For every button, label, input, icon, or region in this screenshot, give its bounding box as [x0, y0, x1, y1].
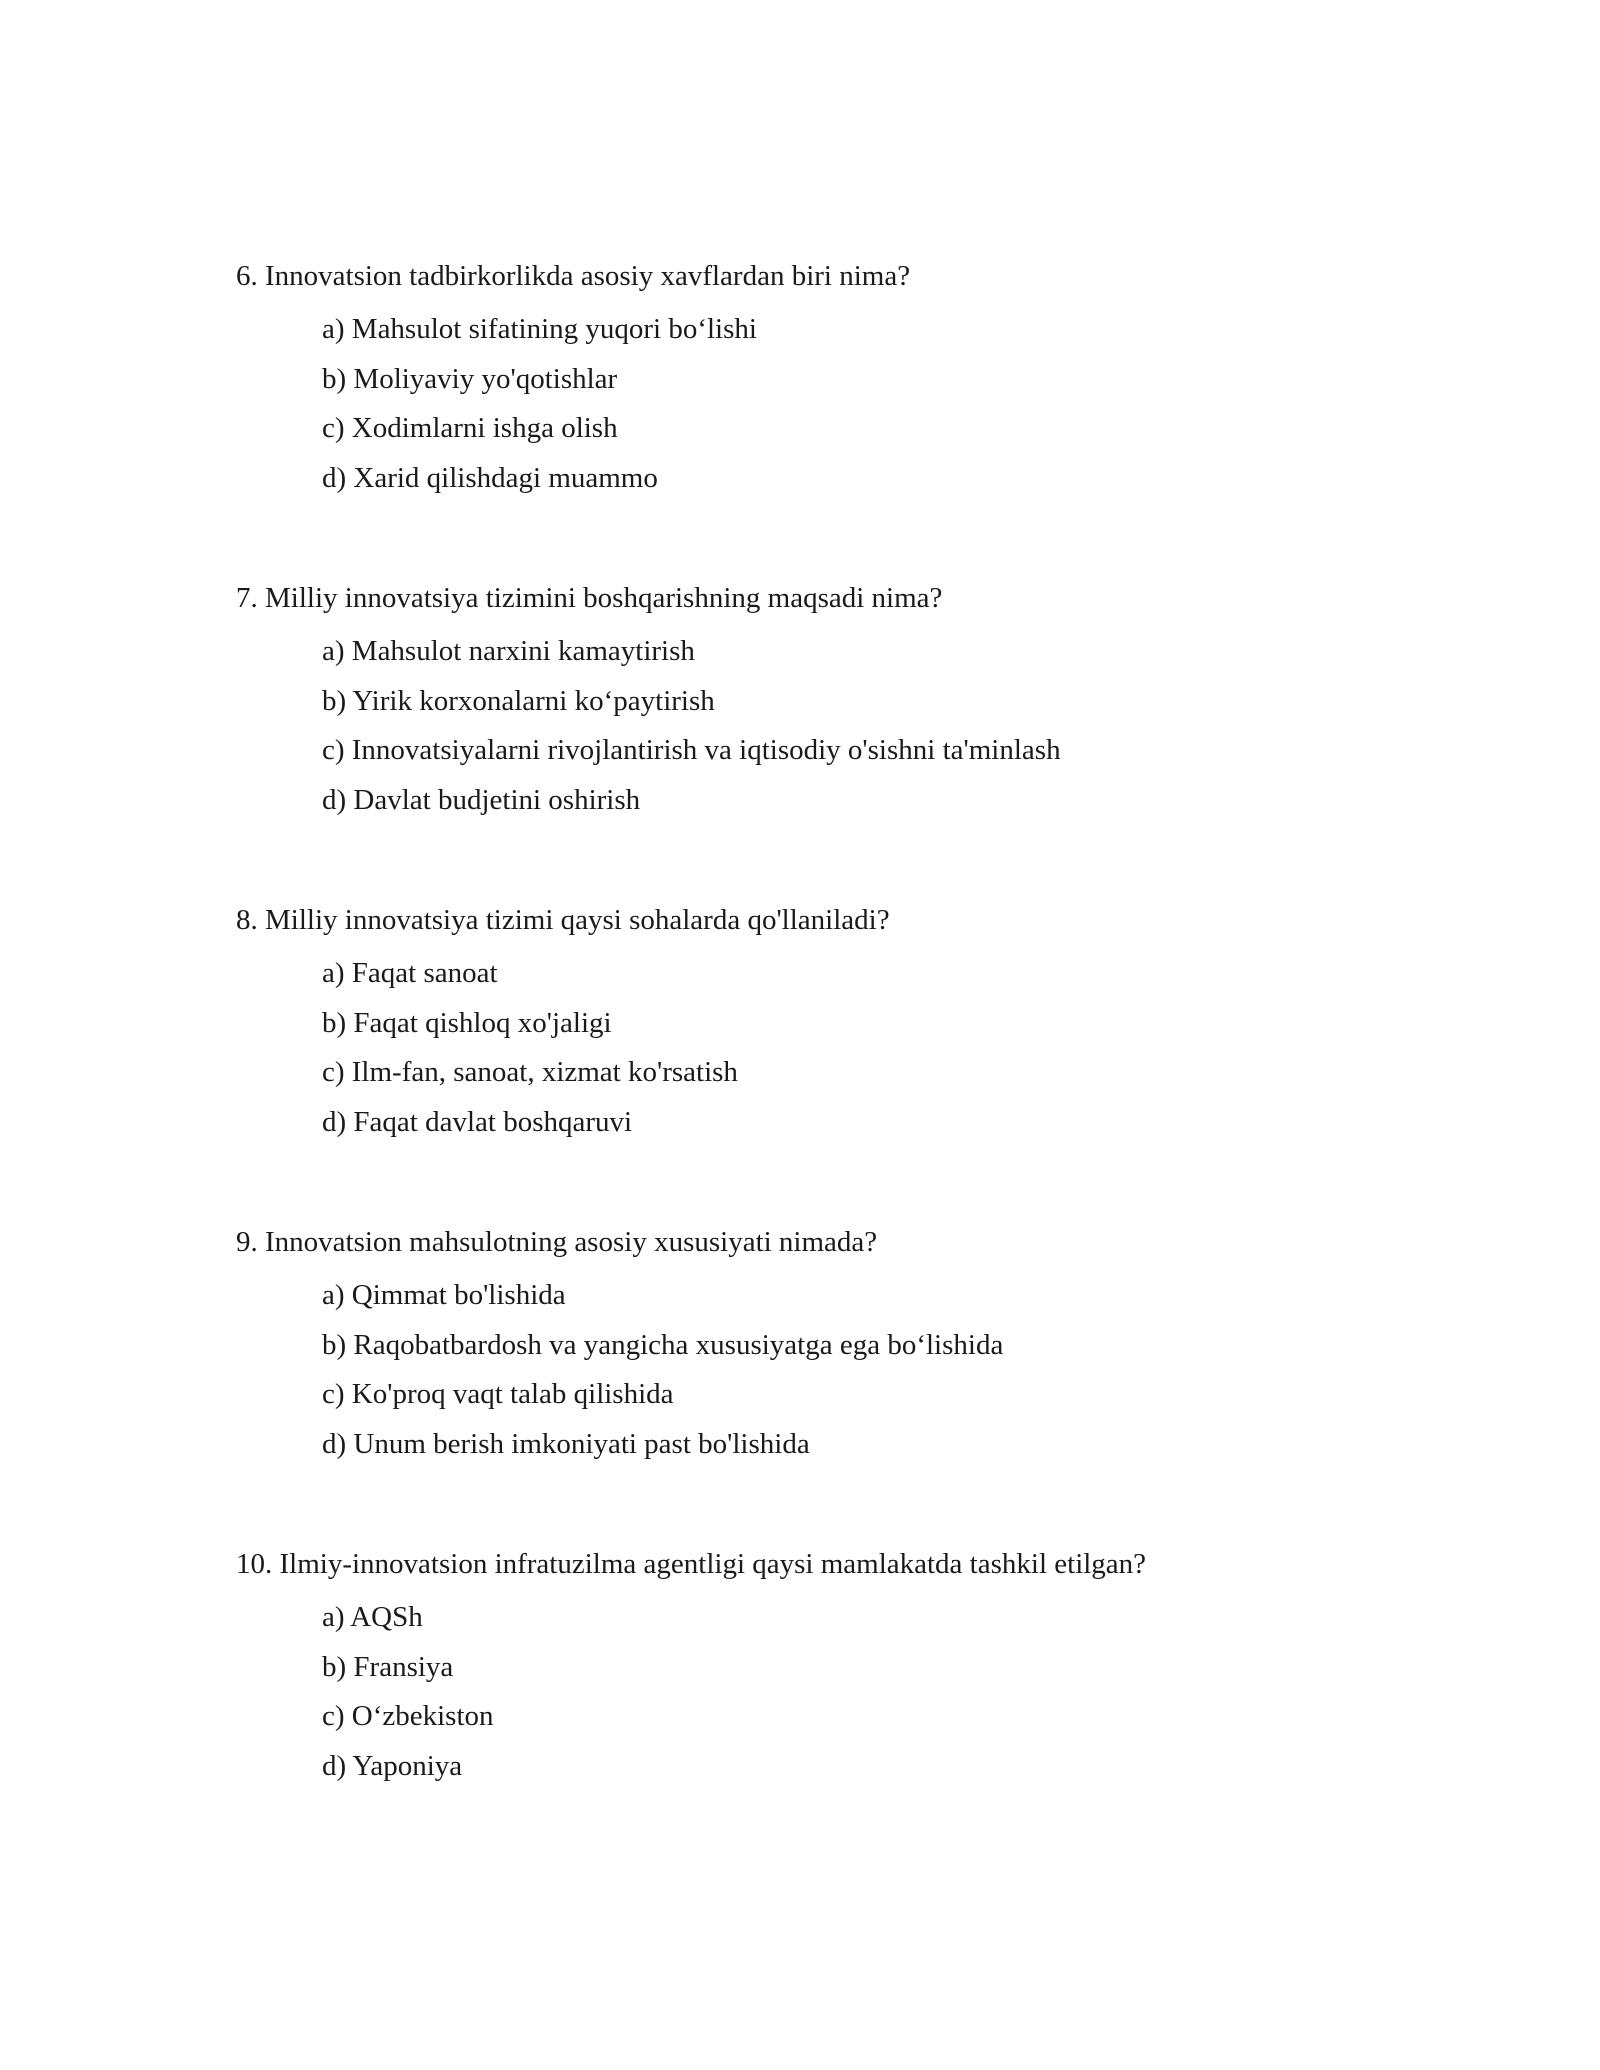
answer-option-a: a) Faqat sanoat	[322, 957, 498, 989]
answer-option-c: c) Xodimlarni ishga olish	[322, 412, 618, 444]
question-text: 10. Ilmiy-innovatsion infratuzilma agentligi qaysi mamlakatda tashkil etilgan?	[236, 1548, 1147, 1580]
question-text: 8. Milliy innovatsiya tizimi qaysi sohalarda qo'llaniladi?	[236, 904, 890, 936]
answer-option-d: d) Faqat davlat boshqaruvi	[322, 1105, 633, 1138]
answer-option-d: d) Unum berish imkoniyati past bo'lishida	[322, 1427, 810, 1460]
answer-option-b: b) Faqat qishloq xo'jaligi	[322, 1006, 612, 1039]
answer-option-a: a) AQSh	[322, 1601, 423, 1633]
answer-option-c: c) O‘zbekiston	[322, 1700, 494, 1732]
answer-options	[322, 959, 1486, 1157]
question-text: 6. Innovatsion tadbirkorlikda asosiy xavflardan biri nima?	[236, 260, 911, 292]
answer-options	[322, 315, 1486, 513]
question-block-7	[236, 584, 1486, 835]
answer-option-d: d) Yaponiya	[322, 1749, 463, 1782]
answer-option-d: d) Davlat budjetini oshirish	[322, 783, 641, 816]
answer-option-b: b) Yirik korxonalarni ko‘paytirish	[322, 684, 715, 717]
answer-option-d: d) Xarid qilishdagi muammo	[322, 461, 658, 494]
answer-option-a: a) Mahsulot sifatining yuqori bo‘lishi	[322, 313, 757, 345]
question-text: 9. Innovatsion mahsulotning asosiy xususiyati nimada?	[236, 1226, 878, 1258]
answer-options	[322, 1603, 1486, 1801]
answer-option-c: c) Innovatsiyalarni rivojlantirish va iqtisodiy o'sishni ta'minlash	[322, 734, 1061, 766]
question-text: 7. Milliy innovatsiya tizimini boshqarishning maqsadi nima?	[236, 582, 943, 614]
answer-option-b: b) Raqobatbardosh va yangicha xususiyatga ega bo‘lishida	[322, 1328, 1004, 1361]
answer-option-a: a) Mahsulot narxini kamaytirish	[322, 635, 695, 667]
answer-option-b: b) Moliyaviy yo'qotishlar	[322, 362, 618, 395]
question-block-10	[236, 1550, 1486, 1801]
answer-option-c: c) Ko'proq vaqt talab qilishida	[322, 1378, 674, 1410]
question-block-8	[236, 906, 1486, 1157]
answer-option-a: a) Qimmat bo'lishida	[322, 1279, 566, 1311]
answer-options	[322, 637, 1486, 835]
question-block-9	[236, 1228, 1486, 1479]
question-block-6	[236, 262, 1486, 513]
answer-options	[322, 1281, 1486, 1479]
answer-option-c: c) Ilm-fan, sanoat, xizmat ko'rsatish	[322, 1056, 738, 1088]
answer-option-b: b) Fransiya	[322, 1650, 454, 1683]
